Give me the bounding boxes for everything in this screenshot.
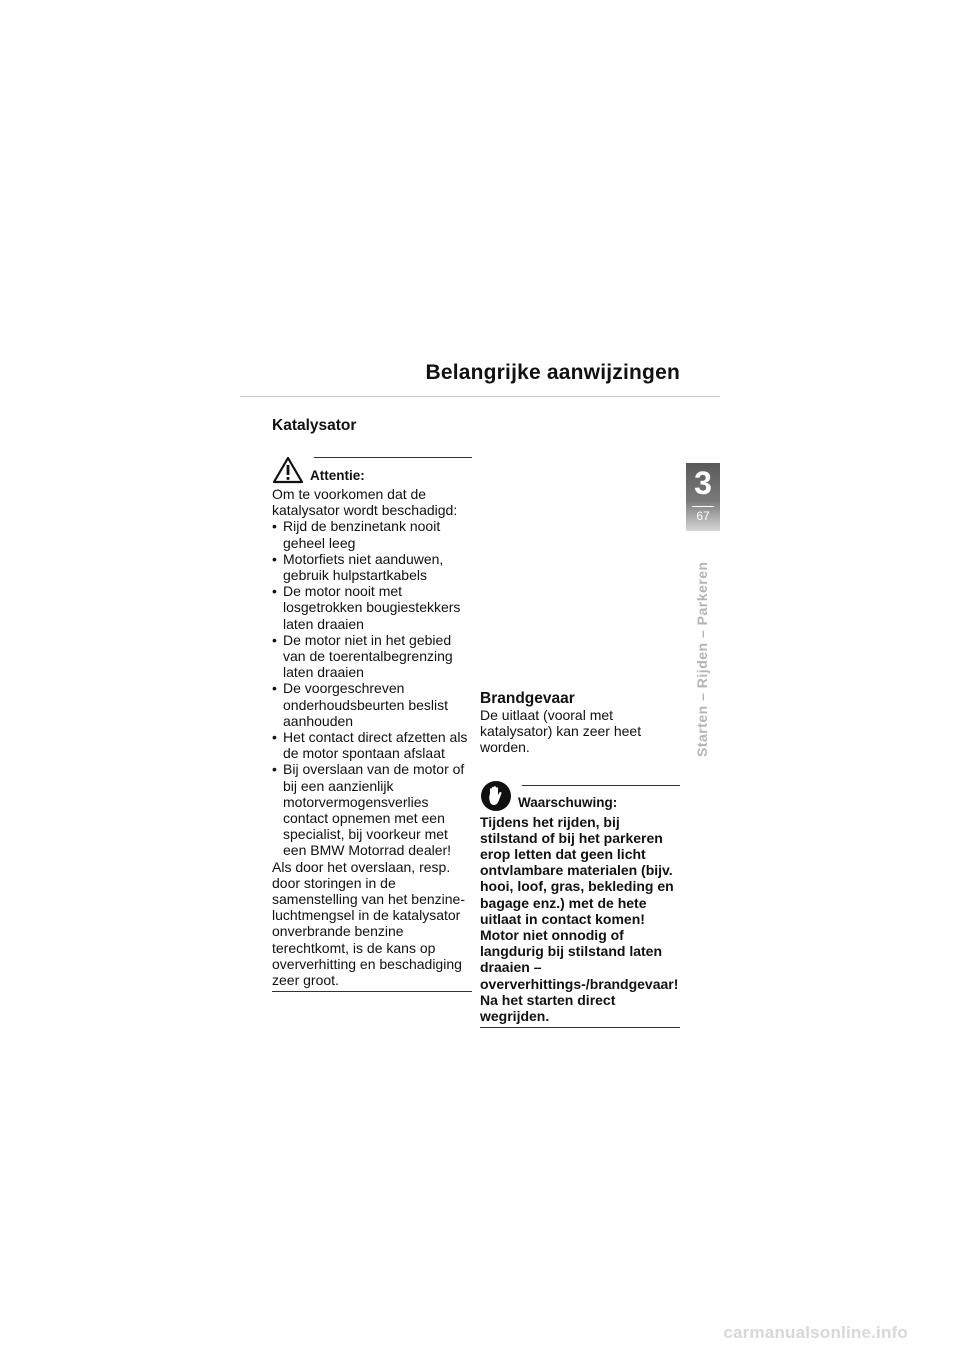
chapter-side-label: Starten – Rijden – Parkeren: [694, 561, 710, 757]
chapter-tab-divider: [692, 506, 714, 507]
katalysator-section: [272, 416, 472, 992]
brandgevaar-intro: De uitlaat (vooral met katalysator) kan zeer heet worden.: [480, 707, 642, 756]
chapter-number: 3: [694, 465, 712, 501]
warning-text-1: Tijdens het rijden, bij stilstand of bij het parkeren erop letten dat geen licht ontvlambare materialen (bijv. hooi, loof, gras, bekleding en bagage enz.) met de hete uitlaat in contact komen!: [480, 813, 674, 927]
list-item: • Rijd de benzinetank nooit geheel leeg: [272, 518, 472, 550]
attention-intro: Om te voorkomen dat de katalysator wordt beschadigd:: [272, 486, 458, 519]
page-title: Belangrijke aanwijzingen: [425, 361, 680, 384]
list-item: • De motor niet in het gebied van de toerentalbegrenzing laten draaien: [272, 632, 472, 681]
brandgevaar-section: [480, 690, 680, 1028]
notice-divider: [522, 785, 680, 786]
attention-outro: Als door het overslaan, resp. door storingen in de samenstelling van het benzine-luchtmengsel in de katalysator onverbrande benzine terechtkomt, is de kans op oververhitting en beschadiging zeer groot.: [272, 858, 466, 989]
list-item: • Het contact direct afzetten als de motor spontaan afslaat: [272, 729, 472, 761]
section-heading-brandgevaar: Brandgevaar: [480, 690, 575, 707]
warning-text-2: Motor niet onnodig of langdurig bij stilstand laten draaien – oververhittings-/brandgevaar! Na het starten direct wegrijden.: [480, 927, 679, 1025]
page-number: 67: [696, 509, 710, 523]
section-heading-katalysator: Katalysator: [272, 417, 357, 434]
warning-triangle-icon: [272, 456, 304, 484]
notice-end-divider: [272, 991, 472, 992]
list-item: • Motorfiets niet aanduwen, gebruik hulpstartkabels: [272, 551, 472, 583]
list-item: • De voorgeschreven onderhoudsbeurten beslist aanhouden: [272, 680, 472, 729]
notice-label: Attentie:: [310, 467, 365, 483]
list-item: • Bij overslaan van de motor of bij een aanzienlijk motorvermogensverlies contact opnemen met een specialist, bij voorkeur met een BMW Motorrad dealer!: [272, 761, 472, 858]
notice-divider: [314, 457, 472, 458]
stop-hand-icon: [480, 780, 512, 812]
watermark: carmanualsonline.info: [723, 1323, 908, 1342]
notice-label: Waarschuwing:: [518, 795, 618, 811]
attention-list: [272, 518, 472, 858]
chapter-tab: [686, 463, 720, 531]
attention-notice-header: [272, 456, 472, 486]
notice-end-divider: [480, 1027, 680, 1028]
list-item: • De motor nooit met losgetrokken bougiestekkers laten draaien: [272, 583, 472, 632]
header-divider: [240, 396, 720, 397]
warning-notice-header: [480, 784, 680, 814]
